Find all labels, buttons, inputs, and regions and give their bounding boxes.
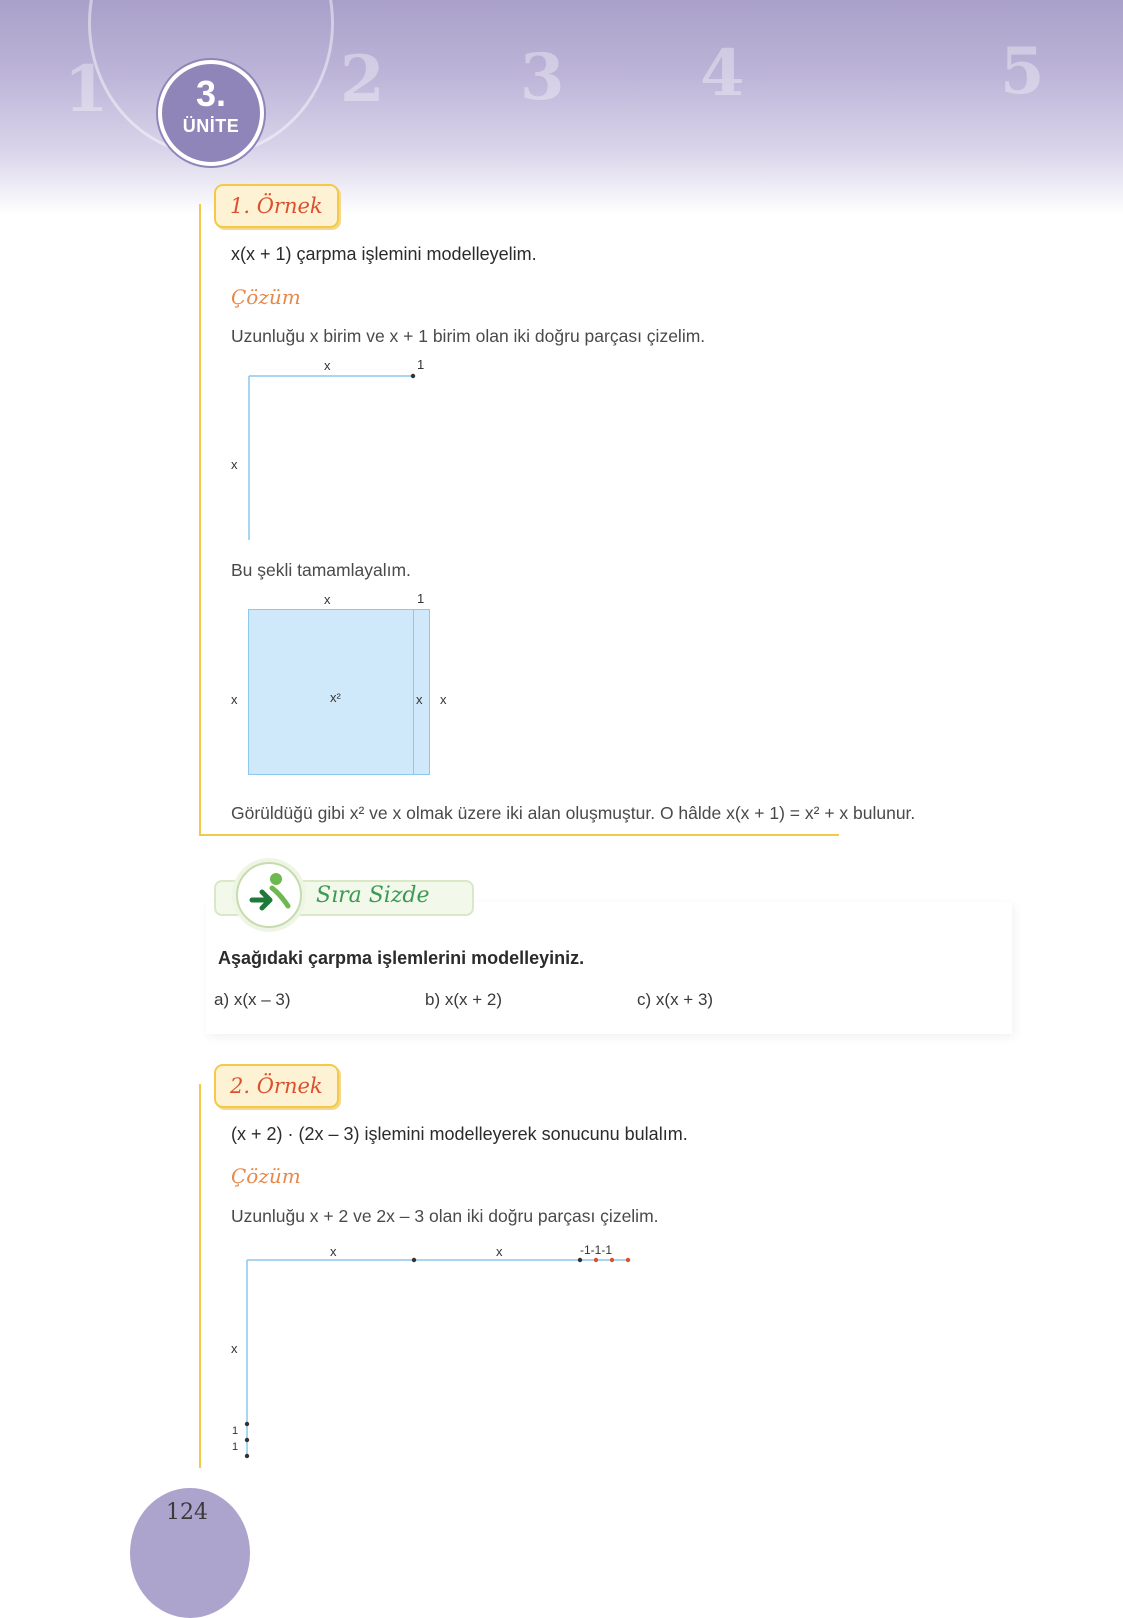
example2-title: 2. Örnek <box>214 1064 339 1108</box>
task-item-b <box>425 990 502 1010</box>
segment-point <box>578 1258 582 1262</box>
task-item-expression: x(x + 3) <box>655 990 714 1009</box>
example1-conclusion: Görüldüğü gibi x² ve x olmak üzere iki alan oluşmuştur. O hâlde x(x + 1) = x² + x bulunur. <box>231 803 916 823</box>
task-item-expression: x(x – 3) <box>233 990 291 1009</box>
fig3-top-neg-label: -1-1-1 <box>580 1243 613 1257</box>
segment-point <box>610 1258 614 1262</box>
unit-number: 3. <box>195 73 227 114</box>
fig2-top-x-label: x <box>324 592 331 607</box>
fig2-area-big-label: x² <box>330 690 341 705</box>
example1-step2: Bu şekli tamamlayalım. <box>231 560 411 580</box>
task-prompt: Aşağıdaki çarpma işlemlerini modelleyiniz. <box>218 948 585 968</box>
task-icon <box>236 862 302 928</box>
task-title: Sıra Sizde <box>316 883 430 908</box>
example2-question: (x + 2) · (2x – 3) işlemini modelleyerek sonucunu bulalım. <box>231 1124 688 1144</box>
example2-frame <box>199 1084 201 1468</box>
example1-title: 1. Örnek <box>214 184 339 228</box>
decor-number: 2 <box>340 42 385 117</box>
example1-question: x(x + 1) çarpma işlemini modelleyelim. <box>231 244 537 264</box>
task-item-a <box>214 990 291 1010</box>
task-item-label: b) <box>425 990 441 1009</box>
running-person-icon <box>238 864 300 926</box>
segment-point <box>411 374 415 378</box>
task-item-expression: x(x + 2) <box>444 990 503 1009</box>
fig2-right-x-label: x <box>440 692 447 707</box>
example2-figure <box>225 1240 645 1465</box>
unit-badge <box>158 60 264 166</box>
task-item-c <box>637 990 713 1010</box>
segment-point <box>626 1258 630 1262</box>
fig1-top-1-label: 1 <box>417 357 425 372</box>
decor-number: 1 <box>64 52 109 127</box>
example1-step1: Uzunluğu x birim ve x + 1 birim olan iki doğru parçası çizelim. <box>231 326 706 346</box>
fig3-left-x-label: x <box>231 1341 238 1356</box>
decor-number: 4 <box>700 36 745 111</box>
decor-number: 5 <box>1000 34 1045 109</box>
decor-number: 3 <box>520 40 565 115</box>
fig2-top-1-label: 1 <box>417 591 425 606</box>
page-number: 124 <box>166 1500 208 1525</box>
segment-point <box>245 1454 249 1458</box>
example1-solution-label: Çözüm <box>231 285 301 309</box>
segment-point <box>412 1258 416 1262</box>
example2-step1: Uzunluğu x + 2 ve 2x – 3 olan iki doğru parçası çizelim. <box>231 1206 659 1226</box>
fig2-left-x-label: x <box>231 692 238 707</box>
fig1-top-x-label: x <box>324 358 331 373</box>
fig2-area-small-label: x <box>416 692 423 707</box>
segment-point <box>245 1438 249 1442</box>
segment-point <box>245 1422 249 1426</box>
segment-point <box>594 1258 598 1262</box>
fig3-top-x1-label: x <box>330 1244 337 1259</box>
example1-figure1 <box>225 355 445 550</box>
task-item-label: c) <box>637 990 652 1009</box>
unit-label: ÜNİTE <box>182 116 240 136</box>
fig3-top-x2-label: x <box>496 1244 503 1259</box>
fig3-left-1a-label: 1 <box>232 1425 239 1437</box>
fig3-left-1b-label: 1 <box>232 1441 239 1453</box>
fig1-left-x-label: x <box>231 457 238 472</box>
task-item-label: a) <box>214 990 230 1009</box>
example2-solution-label: Çözüm <box>231 1164 301 1188</box>
